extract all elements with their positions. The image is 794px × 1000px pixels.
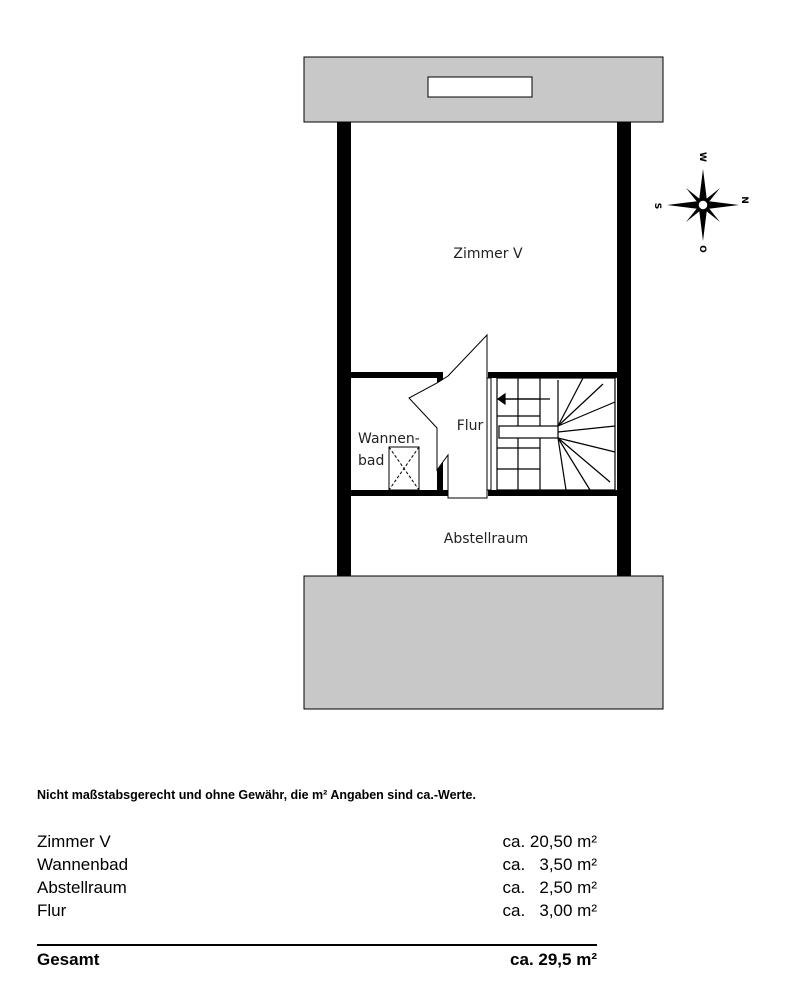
staircase xyxy=(497,378,615,490)
area-name: Wannenbad xyxy=(37,855,129,874)
total-row xyxy=(37,948,597,972)
area-value: ca. 2,50 m² xyxy=(502,878,597,897)
room-label-flur: Flur xyxy=(456,418,484,434)
room-label-wannenbad-1: Wannen- xyxy=(358,431,420,447)
area-value: ca. 3,50 m² xyxy=(502,855,597,874)
total-divider xyxy=(37,944,597,946)
area-name: Flur xyxy=(37,901,67,920)
compass-south: S xyxy=(652,202,662,210)
disclaimer: Nicht maßstabsgerecht und ohne Gewähr, die m² Angaben sind ca.-Werte. xyxy=(37,788,476,802)
area-row xyxy=(37,899,597,922)
dormer-window xyxy=(428,77,532,97)
flur-door-arrows xyxy=(409,335,487,498)
area-value: ca. 3,00 m² xyxy=(502,901,597,920)
roof-bottom xyxy=(304,576,663,709)
compass-east: O xyxy=(697,245,707,253)
total-label: Gesamt xyxy=(37,950,100,969)
area-name: Abstellraum xyxy=(37,878,127,897)
compass-north: N xyxy=(739,196,749,204)
wall-right xyxy=(617,122,631,576)
total-value: ca. 29,5 m² xyxy=(510,950,597,969)
bathtub xyxy=(389,447,419,490)
area-table xyxy=(37,830,597,922)
room-label-zimmer: Zimmer V xyxy=(453,246,523,262)
area-name: Zimmer V xyxy=(37,832,111,851)
area-value: ca. 20,50 m² xyxy=(502,832,597,851)
wall-left xyxy=(337,122,351,576)
compass-rose-icon xyxy=(652,152,749,253)
area-row xyxy=(37,853,597,876)
room-label-abstellraum: Abstellraum xyxy=(443,531,529,547)
compass-west: W xyxy=(697,152,707,162)
area-row xyxy=(37,830,597,853)
area-row xyxy=(37,876,597,899)
room-label-wannenbad-2: bad xyxy=(358,453,385,469)
